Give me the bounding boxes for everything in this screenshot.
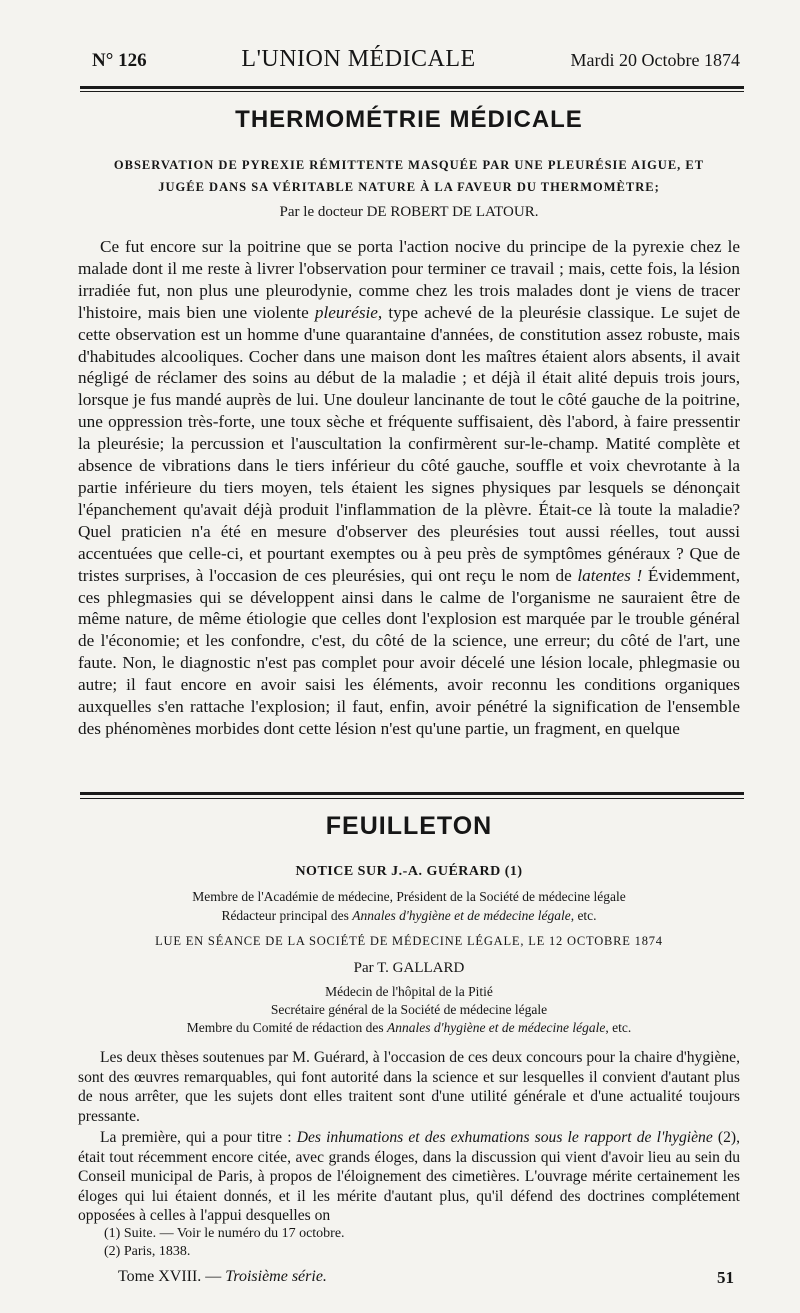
volume-info (118, 1268, 327, 1288)
subject-role-2-etc: , etc. (570, 908, 597, 923)
subject-role-2-text: Rédacteur principal des (221, 908, 353, 923)
author-role-1: Médecin de l'hôpital de la Pitié (325, 984, 493, 999)
issue-date: Mardi 20 Octobre 1874 (570, 50, 740, 70)
header-rule (80, 86, 744, 89)
volume-number: Tome XVIII. — (118, 1268, 226, 1285)
article-section-title: THERMOMÉTRIE MÉDICALE (235, 106, 583, 133)
header-rule-thin (80, 91, 744, 92)
subject-role-2-journal: Annales d'hygiène et de médecine légale (352, 908, 571, 923)
footnote-2: (2) Paris, 1838. (104, 1244, 191, 1259)
feuilleton-paragraph-2-title: Des inhumations et des exhumations sous le rapport de l'hygiène (296, 1129, 713, 1146)
running-header (92, 46, 740, 78)
article-subtitle-line2: JUGÉE DANS SA VÉRITABLE NATURE À LA FAVEUR DU THERMOMÈTRE; (158, 180, 660, 194)
author-role-3-etc: , etc. (605, 1020, 632, 1035)
subject-role-2 (78, 908, 740, 924)
article-text-c: Évidemment, ces phlegmasies qui se développent ainsi dans le calme de l'organisme ne sauraient être de même nature, de même étiologie que celles dont l'explosion est marquée par le trouble général de l'économie; et les confondre, c'est, du côté de la science, une erreur; du côté de l'art, une faute. Non, le diagnostic n'est pas complet pour avoir décelé une lésion locale, phlegmasie ou autre; il faut encore en avoir saisi les éléments, avoir reconnu les conditions organiques auxquelles s'en rattache l'explosion; il faut, enfin, avoir pénétré la signification de l'ensemble des phénomènes morbides dont cette lésion n'est qu'une partie, un fragment, en quelque (78, 565, 741, 738)
page-number: 51 (717, 1268, 734, 1287)
feuilleton-paragraph-2-text-a: La première, qui a pour titre : (100, 1129, 297, 1146)
author-role-3-journal: Annales d'hygiène et de médecine légale (386, 1020, 606, 1035)
volume-series: Troisième série. (225, 1268, 327, 1285)
issue-number: N° 126 (92, 50, 147, 71)
page-footer (118, 1268, 740, 1288)
article-emphasis-latentes: latentes ! (577, 565, 643, 585)
subject-role-1: Membre de l'Académie de médecine, Président de la Société de médecine légale (192, 889, 626, 904)
feuilleton-paragraph-1: Les deux thèses soutenues par M. Guérard, à l'occasion de ces deux concours pour la chaire d'hygiène, sont des œuvres remarquables, qui font autorité dans la science et sur lesquelles il convient d'autant plus de nous arrêter, que les sujets dont elles traitent sont d'une utilité générale et d'une actualité toujours pressante. (78, 1049, 740, 1125)
notice-title: NOTICE SUR J.-A. GUÉRARD (1) (295, 864, 523, 879)
author-role-3 (78, 1020, 740, 1036)
author-role-2: Secrétaire général de la Société de médecine légale (270, 1002, 548, 1017)
article-subtitle-line1: OBSERVATION DE PYREXIE RÉMITTENTE MASQUÉE PAR UNE PLEURÉSIE AIGUE, ET (113, 158, 705, 172)
footnote-1: (1) Suite. — Voir le numéro du 17 octobre. (104, 1226, 345, 1241)
article-body (78, 236, 740, 740)
feuilleton-rule (80, 792, 744, 795)
author-role-3-text: Membre du Comité de rédaction des (186, 1020, 387, 1035)
article-text-b: , type achevé de la pleurésie classique. Le sujet de cette observation est un homme d'une quarantaine d'années, de constitution assez robuste, mais d'habitudes alcooliques. Cocher dans une maison dont les maîtres étaient alors absents, il avait négligé de réclamer des soins au début de la maladie ; et déjà il était alité depuis trois jours, lorsque je fus mandé auprès de lui. Une douleur lancinante de tout le côté gauche de la poitrine, une oppression très-forte, une toux sèche et fréquente suffisaient, dès l'abord, à faire pressentir la pleurésie; la percussion et l'auscultation la confirmèrent sur-le-champ. Matité complète et absence de vibrations dans le tiers inférieur du côté gauche, souffle et voix chevrotante à la partie inférieure du tiers moyen, tels étaient les signes physiques par lesquels se dénonçait l'épanchement qu'avait déjà produit l'inflammation de la plèvre. Était-ce là toute la maladie? Quel praticien n'a été en mesure d'observer des pleurésies tout aussi réelles, tout aussi accentuées que celle-ci, et pourtant exemptes ou à peu près de symptômes généraux ? Que de tristes surprises, à l'occasion de ces pleurésies, qui ont reçu le nom de (78, 302, 740, 585)
feuilleton-paragraph-2-text-b: (2), était tout récemment encore citée, avec grands éloges, dans la discussion qui vient d'avoir lieu au sein du Conseil municipal de Paris, à propos de l'éloignement des cimetières. L'ouvrage mérite certainement les éloges qui lui étaient donnés, et il les mérite d'autant plus, qu'il défend des doctrines complétement opposées à celles à l'appui desquelles on (78, 1129, 741, 1225)
article-emphasis-pleuresie: pleurésie (314, 302, 378, 322)
read-at-session-line: LUE EN SÉANCE DE LA SOCIÉTÉ DE MÉDECINE LÉGALE, LE 12 OCTOBRE 1874 (155, 934, 663, 948)
feuilleton-rule-thin (80, 798, 744, 799)
feuilleton-section-title: FEUILLETON (325, 812, 493, 840)
journal-title: L'UNION MÉDICALE (241, 46, 476, 72)
article-text-a: Ce fut encore sur la poitrine que se porta l'action nocive du principe de la pyrexie chez le malade dont il me reste à livrer l'observation pour terminer ce travail ; mais, cette fois, la lésion irradiée fut, non plus une pleurodynie, comme chez les trois malades dont je viens de tracer l'histoire, mais bien une violente (78, 237, 740, 322)
article-byline: Par le docteur DE ROBERT DE LATOUR. (279, 204, 539, 220)
feuilleton-paragraph-2 (78, 1128, 740, 1226)
feuilleton-author: Par T. GALLARD (353, 960, 465, 976)
